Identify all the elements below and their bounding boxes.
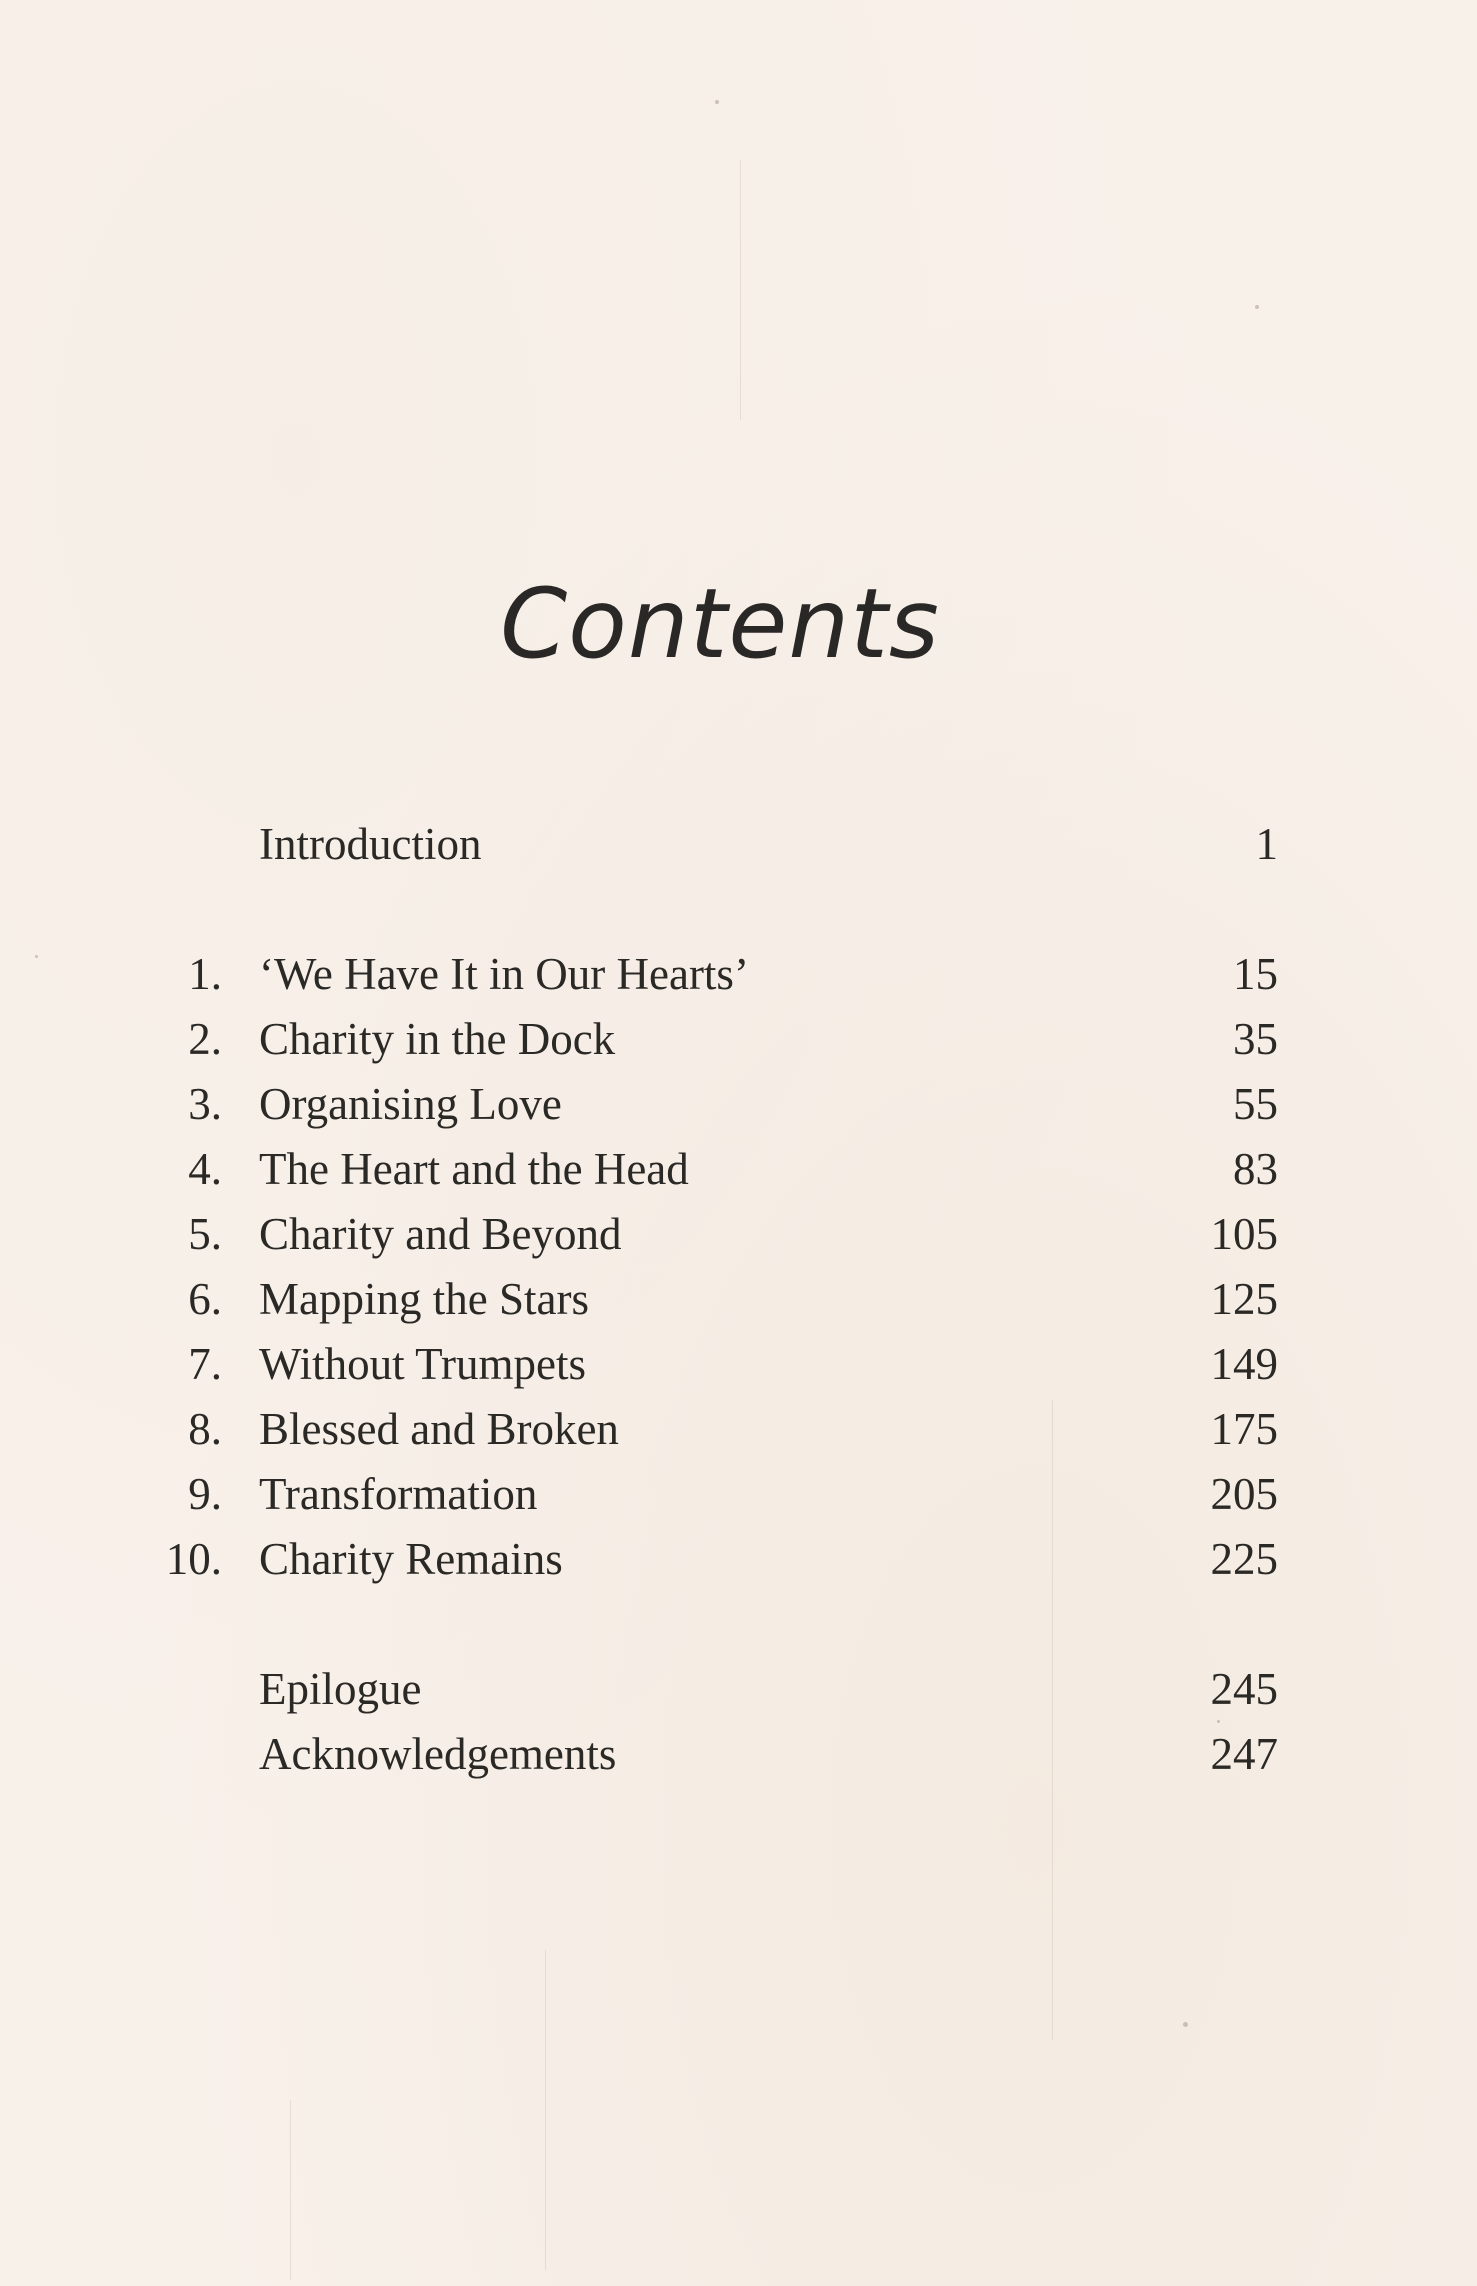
toc-chapter-10: [0, 1533, 1477, 1593]
toc-chapter-page: 205: [1210, 1469, 1278, 1519]
toc-chapter-page: 35: [1233, 1014, 1278, 1064]
toc-chapter-title: Organising Love: [259, 1079, 562, 1129]
toc-entry-page: 245: [1210, 1664, 1278, 1714]
toc-entry-introduction: [0, 818, 1477, 878]
paper-speck: [1255, 305, 1259, 309]
toc-chapter-number: 6.: [188, 1274, 222, 1324]
toc-chapter-title: The Heart and the Head: [259, 1144, 689, 1194]
paper-speck: [1183, 2022, 1188, 2027]
toc-chapter-6: [0, 1273, 1477, 1333]
toc-chapter-page: 105: [1210, 1209, 1278, 1259]
toc-chapter-number: 2.: [188, 1014, 222, 1064]
toc-entry-title: Introduction: [259, 819, 482, 869]
toc-entry-title: Epilogue: [259, 1664, 422, 1714]
toc-chapter-title: ‘We Have It in Our Hearts’: [259, 949, 749, 999]
toc-chapter-number: 10.: [165, 1534, 222, 1584]
toc-chapter-1: [0, 948, 1477, 1008]
toc-entry-epilogue: [0, 1663, 1477, 1723]
toc-entry-acknowledgements: [0, 1728, 1477, 1788]
toc-chapter-7: [0, 1338, 1477, 1398]
toc-entry-page: 1: [1255, 819, 1278, 869]
toc-chapter-title: Charity in the Dock: [259, 1014, 616, 1064]
toc-chapter-page: 125: [1210, 1274, 1278, 1324]
toc-chapter-title: Charity and Beyond: [259, 1209, 622, 1259]
toc-chapter-page: 225: [1210, 1534, 1278, 1584]
paper-streak: [290, 2100, 291, 2280]
toc-chapter-number: 8.: [188, 1404, 222, 1454]
toc-chapter-number: 7.: [188, 1339, 222, 1389]
toc-chapter-number: 5.: [188, 1209, 222, 1259]
paper-speck: [715, 100, 719, 104]
toc-chapter-page: 175: [1210, 1404, 1278, 1454]
toc-chapter-title: Mapping the Stars: [259, 1274, 589, 1324]
toc-chapter-title: Charity Remains: [259, 1534, 563, 1584]
toc-chapter-5: [0, 1208, 1477, 1268]
toc-chapter-title: Without Trumpets: [259, 1339, 586, 1389]
toc-entry-title: Acknowledgements: [259, 1729, 617, 1779]
toc-chapter-number: 9.: [188, 1469, 222, 1519]
toc-chapter-2: [0, 1013, 1477, 1073]
toc-chapter-number: 1.: [188, 949, 222, 999]
toc-chapter-title: Blessed and Broken: [259, 1404, 619, 1454]
paper-streak: [740, 160, 741, 420]
toc-chapter-page: 55: [1233, 1079, 1278, 1129]
toc-chapter-4: [0, 1143, 1477, 1203]
toc-chapter-page: 83: [1233, 1144, 1278, 1194]
toc-chapter-number: 4.: [188, 1144, 222, 1194]
toc-entry-page: 247: [1210, 1729, 1278, 1779]
paper-streak: [545, 1950, 546, 2270]
page-title: Contents: [500, 568, 940, 680]
toc-chapter-8: [0, 1403, 1477, 1463]
toc-chapter-9: [0, 1468, 1477, 1528]
toc-chapter-number: 3.: [188, 1079, 222, 1129]
toc-chapter-page: 149: [1210, 1339, 1278, 1389]
toc-chapter-3: [0, 1078, 1477, 1138]
toc-chapter-title: Transformation: [259, 1469, 538, 1519]
toc-chapter-page: 15: [1233, 949, 1278, 999]
